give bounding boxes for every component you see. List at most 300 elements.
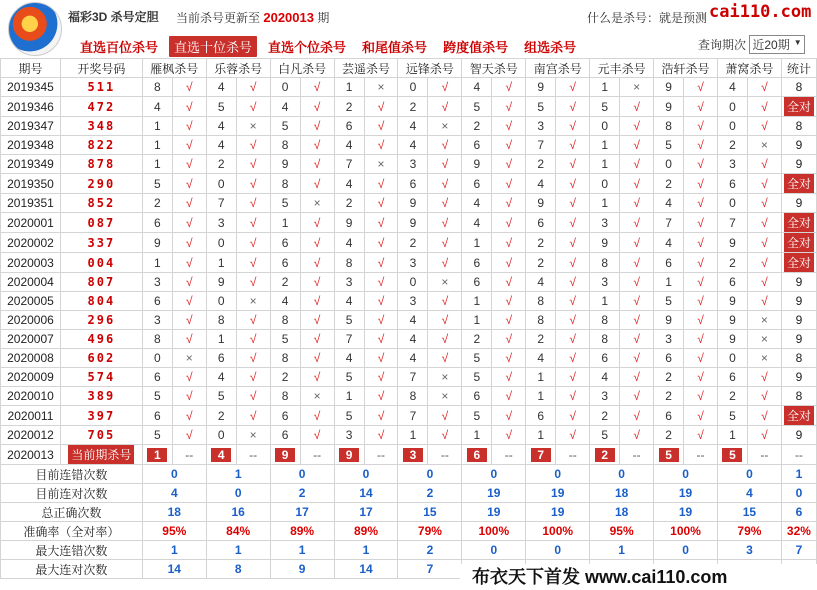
check-icon: √ xyxy=(684,78,718,97)
check-icon: √ xyxy=(172,406,206,426)
check-icon: √ xyxy=(492,368,526,387)
summary-value: 0 xyxy=(270,465,334,484)
check-icon: √ xyxy=(556,78,590,97)
kill-pick: 5 xyxy=(142,174,172,194)
kill-pick: 4 xyxy=(526,349,556,368)
col-expert-5[interactable]: 智天杀号 xyxy=(462,59,526,78)
cross-icon: × xyxy=(364,78,398,97)
summary-value: 1 xyxy=(206,465,270,484)
check-icon: √ xyxy=(364,273,398,292)
row-draw-number: 511 xyxy=(60,78,142,97)
check-icon: √ xyxy=(364,387,398,406)
kill-pick: 4 xyxy=(462,194,492,213)
check-icon: √ xyxy=(747,292,781,311)
summary-value: 4 xyxy=(717,484,781,503)
kill-pick: 1 xyxy=(142,136,172,155)
kill-pick: 3 xyxy=(398,292,428,311)
kill-pick: 9 xyxy=(270,155,300,174)
col-expert-2[interactable]: 白凡杀号 xyxy=(270,59,334,78)
check-icon: √ xyxy=(492,174,526,194)
check-icon: √ xyxy=(172,330,206,349)
kill-pick: 8 xyxy=(398,387,428,406)
check-icon: √ xyxy=(236,273,270,292)
col-expert-6[interactable]: 南宫杀号 xyxy=(526,59,590,78)
kill-pick: 7 xyxy=(526,136,556,155)
kill-pick: 8 xyxy=(270,136,300,155)
summary-value: 79% xyxy=(398,522,462,541)
kill-pick: 8 xyxy=(590,253,620,273)
current-pick: 2 xyxy=(595,448,615,462)
kill-pick: 8 xyxy=(142,78,172,97)
kill-pick: 5 xyxy=(526,97,556,117)
kill-pick: 9 xyxy=(717,311,747,330)
cross-icon: × xyxy=(747,311,781,330)
kill-pick: 2 xyxy=(398,97,428,117)
kill-pick: 1 xyxy=(590,292,620,311)
kill-pick: 6 xyxy=(462,174,492,194)
check-icon: √ xyxy=(172,311,206,330)
table-row xyxy=(1,426,817,445)
kill-pick: 3 xyxy=(334,273,364,292)
kill-pick: 1 xyxy=(206,330,236,349)
kill-pick: 2 xyxy=(526,233,556,253)
col-expert-8[interactable]: 浩轩杀号 xyxy=(654,59,718,78)
check-icon: √ xyxy=(684,330,718,349)
table-row xyxy=(1,330,817,349)
row-period: 2020001 xyxy=(1,213,61,233)
summary-row xyxy=(1,484,817,503)
check-icon: √ xyxy=(172,368,206,387)
all-right-badge: 全对 xyxy=(784,233,814,252)
current-pick-cell xyxy=(334,445,364,465)
check-icon: √ xyxy=(300,406,334,426)
kill-pick: 6 xyxy=(398,174,428,194)
row-draw-number: 807 xyxy=(60,273,142,292)
check-icon: √ xyxy=(747,117,781,136)
row-period: 2020012 xyxy=(1,426,61,445)
kill-pick: 1 xyxy=(462,292,492,311)
check-icon: √ xyxy=(300,426,334,445)
row-stat: 9 xyxy=(781,311,816,330)
period-query-label: 查询期次 xyxy=(698,38,747,52)
summary-value: 0 xyxy=(526,465,590,484)
check-icon: √ xyxy=(300,311,334,330)
summary-stat: 7 xyxy=(781,541,816,560)
category-nav xyxy=(75,36,587,57)
check-icon: √ xyxy=(172,155,206,174)
check-icon: √ xyxy=(620,311,654,330)
kill-pick: 2 xyxy=(654,387,684,406)
row-period: 2020005 xyxy=(1,292,61,311)
summary-value: 100% xyxy=(526,522,590,541)
check-icon: √ xyxy=(620,136,654,155)
row-period: 2020011 xyxy=(1,406,61,426)
table-row xyxy=(1,117,817,136)
kill-pick: 4 xyxy=(462,213,492,233)
summary-value: 0 xyxy=(526,541,590,560)
check-icon: √ xyxy=(236,387,270,406)
summary-value: 2 xyxy=(398,484,462,503)
kill-pick: 6 xyxy=(717,273,747,292)
kill-number-table xyxy=(0,58,817,579)
row-stat xyxy=(781,253,816,273)
check-icon: √ xyxy=(556,387,590,406)
check-icon: √ xyxy=(364,253,398,273)
check-icon: √ xyxy=(300,78,334,97)
check-icon: √ xyxy=(684,426,718,445)
row-stat: 8 xyxy=(781,117,816,136)
check-icon: √ xyxy=(300,174,334,194)
summary-value: 17 xyxy=(334,503,398,522)
check-icon: √ xyxy=(300,330,334,349)
kill-pick: 3 xyxy=(590,213,620,233)
summary-value: 1 xyxy=(142,541,206,560)
check-icon: √ xyxy=(364,406,398,426)
check-icon: √ xyxy=(556,292,590,311)
current-period: 2020013 xyxy=(1,445,61,465)
kill-pick: 5 xyxy=(270,194,300,213)
check-icon: √ xyxy=(684,292,718,311)
row-period: 2019348 xyxy=(1,136,61,155)
row-stat: 9 xyxy=(781,136,816,155)
site-logo[interactable] xyxy=(8,2,62,56)
kill-pick: 4 xyxy=(398,349,428,368)
kill-pick: 9 xyxy=(206,273,236,292)
check-icon: √ xyxy=(684,136,718,155)
summary-value: 18 xyxy=(142,503,206,522)
update-prefix: 当前杀号更新至 xyxy=(176,11,261,25)
cross-icon: × xyxy=(428,387,462,406)
check-icon: √ xyxy=(747,426,781,445)
check-icon: √ xyxy=(428,194,462,213)
nav-item-3[interactable]: 和尾值杀号 xyxy=(362,40,428,55)
summary-value: 15 xyxy=(398,503,462,522)
col-expert-3[interactable]: 芸遥杀号 xyxy=(334,59,398,78)
check-icon: √ xyxy=(172,174,206,194)
kill-pick: 5 xyxy=(270,330,300,349)
current-label-cell xyxy=(60,445,142,465)
kill-pick: 6 xyxy=(270,426,300,445)
check-icon: √ xyxy=(620,174,654,194)
check-icon: √ xyxy=(684,155,718,174)
check-icon: √ xyxy=(556,233,590,253)
check-icon: √ xyxy=(428,174,462,194)
kill-pick: 2 xyxy=(142,194,172,213)
kill-pick: 4 xyxy=(526,273,556,292)
kill-pick: 5 xyxy=(334,311,364,330)
kill-pick: 0 xyxy=(398,78,428,97)
table-row xyxy=(1,78,817,97)
check-icon: √ xyxy=(620,97,654,117)
table-header-row xyxy=(1,59,817,78)
all-right-badge: 全对 xyxy=(784,174,814,193)
kill-pick: 6 xyxy=(270,253,300,273)
kill-pick: 4 xyxy=(334,136,364,155)
current-pick: 5 xyxy=(659,448,679,462)
cross-icon: × xyxy=(428,117,462,136)
check-icon: √ xyxy=(620,349,654,368)
kill-pick: 6 xyxy=(590,349,620,368)
check-icon: √ xyxy=(492,273,526,292)
check-icon: √ xyxy=(556,426,590,445)
kill-pick: 1 xyxy=(654,273,684,292)
check-icon: √ xyxy=(300,233,334,253)
cross-icon: × xyxy=(172,349,206,368)
check-icon: √ xyxy=(492,194,526,213)
kill-pick: 5 xyxy=(717,406,747,426)
check-icon: √ xyxy=(364,174,398,194)
check-icon: √ xyxy=(364,233,398,253)
check-icon: √ xyxy=(364,349,398,368)
kill-pick: 6 xyxy=(462,273,492,292)
kill-pick: 5 xyxy=(334,406,364,426)
cross-icon: × xyxy=(747,330,781,349)
table-row xyxy=(1,155,817,174)
kill-pick: 0 xyxy=(654,155,684,174)
nav-item-0[interactable]: 直选百位杀号 xyxy=(80,40,159,55)
current-dash: -- xyxy=(428,445,462,465)
current-pick: 9 xyxy=(339,448,359,462)
kill-pick: 1 xyxy=(590,78,620,97)
current-dash: -- xyxy=(556,445,590,465)
cross-icon: × xyxy=(747,136,781,155)
check-icon: √ xyxy=(492,136,526,155)
check-icon: √ xyxy=(684,406,718,426)
summary-value: 14 xyxy=(334,484,398,503)
check-icon: √ xyxy=(236,194,270,213)
kill-pick: 0 xyxy=(270,78,300,97)
check-icon: √ xyxy=(364,117,398,136)
summary-stat: 1 xyxy=(781,465,816,484)
nav-item-5[interactable]: 组选杀号 xyxy=(524,40,577,55)
row-period: 2020010 xyxy=(1,387,61,406)
col-expert-9[interactable]: 萧窝杀号 xyxy=(717,59,781,78)
kill-pick: 6 xyxy=(334,117,364,136)
check-icon: √ xyxy=(428,213,462,233)
check-icon: √ xyxy=(492,387,526,406)
check-icon: √ xyxy=(236,406,270,426)
summary-value: 9 xyxy=(270,560,334,579)
table-row xyxy=(1,311,817,330)
kill-pick: 5 xyxy=(654,292,684,311)
table-row xyxy=(1,136,817,155)
period-select[interactable]: 近20期 ▼ xyxy=(749,35,804,54)
kill-pick: 8 xyxy=(142,330,172,349)
row-stat: 9 xyxy=(781,330,816,349)
kill-pick: 9 xyxy=(398,213,428,233)
kill-pick: 0 xyxy=(398,273,428,292)
kill-pick: 2 xyxy=(717,136,747,155)
row-draw-number: 397 xyxy=(60,406,142,426)
summary-value: 14 xyxy=(142,560,206,579)
check-icon: √ xyxy=(492,406,526,426)
check-icon: √ xyxy=(428,78,462,97)
row-period: 2019349 xyxy=(1,155,61,174)
check-icon: √ xyxy=(556,117,590,136)
kill-pick: 3 xyxy=(206,213,236,233)
cross-icon: × xyxy=(300,194,334,213)
row-draw-number: 472 xyxy=(60,97,142,117)
kill-pick: 9 xyxy=(654,78,684,97)
check-icon: √ xyxy=(428,253,462,273)
check-icon: √ xyxy=(684,233,718,253)
kill-pick: 1 xyxy=(334,78,364,97)
check-icon: √ xyxy=(556,273,590,292)
kill-pick: 4 xyxy=(206,117,236,136)
kill-pick: 3 xyxy=(590,273,620,292)
row-draw-number: 574 xyxy=(60,368,142,387)
kill-pick: 6 xyxy=(142,406,172,426)
current-pick: 4 xyxy=(211,448,231,462)
kill-pick: 7 xyxy=(717,213,747,233)
summary-value: 4 xyxy=(142,484,206,503)
summary-stat: 6 xyxy=(781,503,816,522)
kill-pick: 9 xyxy=(526,194,556,213)
kill-pick: 6 xyxy=(717,174,747,194)
table-row xyxy=(1,406,817,426)
table-row xyxy=(1,253,817,273)
check-icon: √ xyxy=(556,136,590,155)
row-stat xyxy=(781,213,816,233)
kill-pick: 0 xyxy=(717,349,747,368)
summary-value: 19 xyxy=(462,484,526,503)
cross-icon: × xyxy=(428,273,462,292)
kill-pick: 9 xyxy=(142,233,172,253)
summary-row xyxy=(1,522,817,541)
kill-pick: 3 xyxy=(334,426,364,445)
check-icon: √ xyxy=(492,426,526,445)
check-icon: √ xyxy=(236,97,270,117)
check-icon: √ xyxy=(620,330,654,349)
nav-item-2[interactable]: 直选个位杀号 xyxy=(268,40,347,55)
kill-pick: 0 xyxy=(206,426,236,445)
kill-pick: 6 xyxy=(270,406,300,426)
col-expert-7[interactable]: 元丰杀号 xyxy=(590,59,654,78)
kill-pick: 1 xyxy=(142,253,172,273)
current-dash: -- xyxy=(236,445,270,465)
kill-pick: 8 xyxy=(270,174,300,194)
current-pick-cell xyxy=(398,445,428,465)
kill-pick: 1 xyxy=(398,426,428,445)
kill-pick: 9 xyxy=(717,330,747,349)
check-icon: √ xyxy=(236,368,270,387)
cross-icon: × xyxy=(620,78,654,97)
kill-pick: 2 xyxy=(334,97,364,117)
check-icon: √ xyxy=(684,194,718,213)
summary-value: 19 xyxy=(654,484,718,503)
check-icon: √ xyxy=(300,117,334,136)
kill-pick: 7 xyxy=(654,213,684,233)
check-icon: √ xyxy=(364,213,398,233)
row-stat: 9 xyxy=(781,426,816,445)
check-icon: √ xyxy=(620,155,654,174)
col-expert-0[interactable]: 雁枫杀号 xyxy=(142,59,206,78)
kill-pick: 0 xyxy=(717,97,747,117)
kill-pick: 3 xyxy=(590,387,620,406)
all-right-badge: 全对 xyxy=(784,253,814,272)
brand-watermark: cai110.com xyxy=(709,2,812,22)
check-icon: √ xyxy=(556,368,590,387)
summary-value: 1 xyxy=(334,541,398,560)
check-icon: √ xyxy=(172,292,206,311)
col-expert-1[interactable]: 乐蓉杀号 xyxy=(206,59,270,78)
current-period-row xyxy=(1,445,817,465)
kill-pick: 2 xyxy=(717,387,747,406)
summary-value: 100% xyxy=(462,522,526,541)
kill-pick: 6 xyxy=(654,349,684,368)
row-stat: 8 xyxy=(781,349,816,368)
row-stat: 8 xyxy=(781,78,816,97)
check-icon: √ xyxy=(428,426,462,445)
summary-value: 0 xyxy=(398,465,462,484)
summary-label: 总正确次数 xyxy=(1,503,143,522)
kill-pick: 9 xyxy=(462,155,492,174)
row-draw-number: 822 xyxy=(60,136,142,155)
check-icon: √ xyxy=(236,349,270,368)
summary-stat: 0 xyxy=(781,484,816,503)
check-icon: √ xyxy=(428,155,462,174)
kill-pick: 1 xyxy=(462,233,492,253)
table-row xyxy=(1,273,817,292)
cross-icon: × xyxy=(428,368,462,387)
summary-value: 19 xyxy=(526,503,590,522)
check-icon: √ xyxy=(492,78,526,97)
col-expert-4[interactable]: 远锋杀号 xyxy=(398,59,462,78)
cross-icon: × xyxy=(364,155,398,174)
footer-watermark: 布衣天下首发 www.cai110.com xyxy=(460,564,817,590)
kill-pick: 0 xyxy=(717,117,747,136)
kill-pick: 8 xyxy=(526,311,556,330)
check-icon: √ xyxy=(492,155,526,174)
kill-pick: 2 xyxy=(270,368,300,387)
row-draw-number: 878 xyxy=(60,155,142,174)
check-icon: √ xyxy=(364,194,398,213)
summary-stat: 32% xyxy=(781,522,816,541)
current-pick: 7 xyxy=(531,448,551,462)
summary-value: 84% xyxy=(206,522,270,541)
summary-value: 100% xyxy=(654,522,718,541)
kill-pick: 1 xyxy=(206,253,236,273)
kill-pick: 9 xyxy=(717,233,747,253)
check-icon: √ xyxy=(236,233,270,253)
nav-item-4[interactable]: 跨度值杀号 xyxy=(443,40,509,55)
kill-pick: 1 xyxy=(334,387,364,406)
row-draw-number: 705 xyxy=(60,426,142,445)
kill-pick: 0 xyxy=(206,174,236,194)
row-stat: 9 xyxy=(781,194,816,213)
cross-icon: × xyxy=(236,117,270,136)
row-stat xyxy=(781,97,816,117)
summary-value: 19 xyxy=(462,503,526,522)
nav-item-1[interactable]: 直选十位杀号 xyxy=(169,36,257,57)
check-icon: √ xyxy=(172,213,206,233)
check-icon: √ xyxy=(556,213,590,233)
row-period: 2020004 xyxy=(1,273,61,292)
kill-pick: 6 xyxy=(142,213,172,233)
kill-pick: 1 xyxy=(590,194,620,213)
kill-pick: 3 xyxy=(654,330,684,349)
summary-value: 2 xyxy=(398,541,462,560)
check-icon: √ xyxy=(300,368,334,387)
kill-pick: 9 xyxy=(398,194,428,213)
site-name: 福彩3D 杀号定胆 xyxy=(68,10,159,24)
kill-pick: 4 xyxy=(206,136,236,155)
check-icon: √ xyxy=(364,136,398,155)
row-period: 2019346 xyxy=(1,97,61,117)
kill-pick: 1 xyxy=(590,136,620,155)
kill-pick: 1 xyxy=(142,155,172,174)
check-icon: √ xyxy=(236,136,270,155)
